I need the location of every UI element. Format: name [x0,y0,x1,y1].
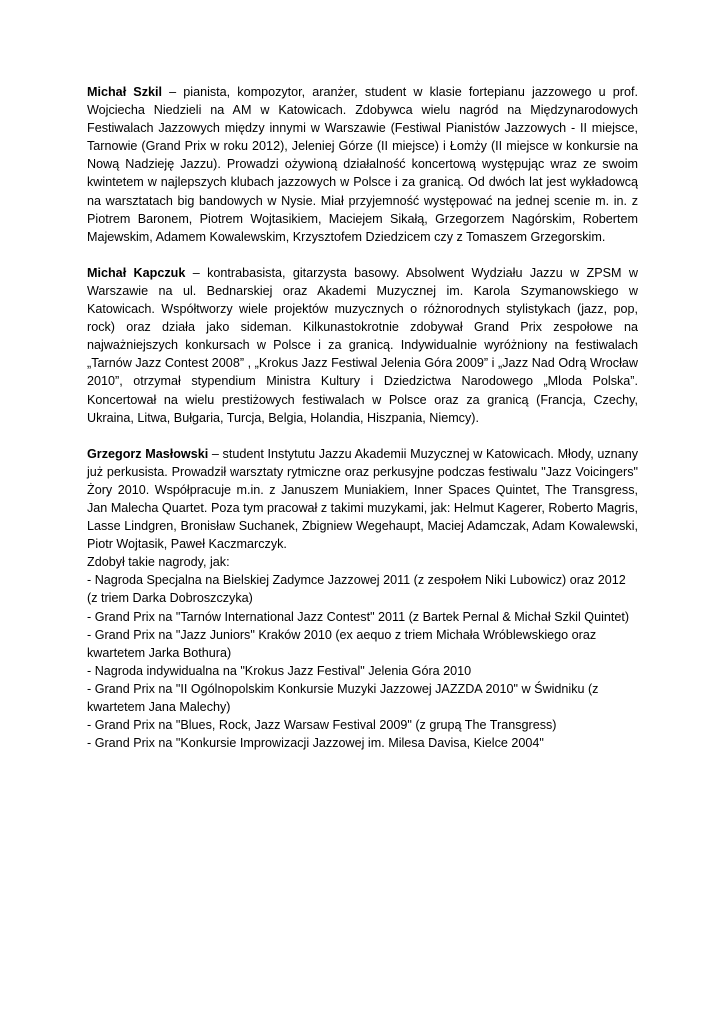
bio-text: – pianista, kompozytor, aranżer, student w klasie fortepianu jazzowego u prof. Wojciecha Niedzieli na AM w Katowicach. Zdobywca wielu nagród na Międzynarodowych Festiwalach Jazzowych między innymi w Warszawie (Festiwal Pianistów Jazzowych - II miejsce, Tarnowie (Grand Prix w roku 2012), Jeleniej Górze (II miejsce) i Łomży (II miejsce w konkursie na Nową Nadzieję Jazzu). Prowadzi ożywioną działalność koncertową występując wraz ze swoim kwintetem w najlepszych klubach jazzowych w Polsce i za granicą. Od dwóch lat jest wykładowcą na warsztatach big bandowych w Nysie. Miał przyjemność występować na jednej scenie m. in. z Piotrem Baronem, Piotrem Wojtasikiem, Maciejem Sikałą, Grzegorzem Nagórskim, Robertem Majewskim, Adamem Kowalewskim, Krzysztofem Dziedzicem czy z Tomaszem Grzegorskim. [87,85,638,244]
bio-michal-kapczuk [87,264,638,427]
award-item: - Grand Prix na "Konkursie Improwizacji Jazzowej im. Milesa Davisa, Kielce 2004" [87,736,544,751]
award-item: - Grand Prix na "Tarnów International Jazz Contest" 2011 (z Bartek Pernal & Michał Szkil Quintet) [87,609,630,624]
document-page [87,83,638,752]
award-item: - Nagroda Specjalna na Bielskiej Zadymce Jazzowej 2011 (z zespołem Niki Lubowicz) oraz 2012 (z triem Darka Dobroszczyka) [87,573,626,606]
bio-text: – student Instytutu Jazzu Akademii Muzycznej w Katowicach. Młody, uznany już perkusista. Prowadził warsztaty rytmiczne oraz perkusyjne podczas festiwalu "Jazz Voicingers" Żory 2010. Współpracuje m.in. z Januszem Muniakiem, Inner Spaces Quintet, The Transgress, Jan Malecha Quartet. Poza tym pracował z takimi muzykami, jak: Helmut Kagerer, Roberto Magris, Lasse Lindgren, Bronisław Suchanek, Zbigniew Wegehaupt, Maciej Adamczak, Adam Kowalewski, Piotr Wojtasik, Paweł Kaczmarczyk. [87,446,638,552]
bio-grzegorz-maslowski [87,445,638,554]
musician-name: Michał Kapczuk [87,265,186,280]
bio-michal-szkil [87,83,638,246]
bio-text: – kontrabasista, gitarzysta basowy. Absolwent Wydziału Jazzu w ZPSM w Warszawie na ul. Bednarskiej oraz Akademi Muzycznej im. Karola Szymanowskiego w Katowicach. Współtworzy wiele projektów muzycznych o różnorodnych stylistykach (jazz, pop, rock) oraz działa jako sideman. Kilkunastokrotnie zdobywał Grand Prix zespołowe na najważniejszych konkursach w Polsce i za granicą. Indywidualnie wyróżniony na festiwalach „Tarnów Jazz Contest 2008” , „Krokus Jazz Festiwal Jelenia Góra 2009” i „Jazz Nad Odrą Wrocław 2010”, otrzymał stypendium Ministra Kultury i Dziedzictwa Narodowego „Mloda Polska”. Koncertował na wielu prestiżowych festiwalach w Polsce oraz za granicą (Francja, Czechy, Ukraina, Litwa, Bułgaria, Turcja, Belgia, Holandia, Hiszpania, Niemcy). [87,265,638,425]
award-item: - Grand Prix na "Blues, Rock, Jazz Warsaw Festival 2009" (z grupą The Transgress) [87,718,557,733]
award-item: - Grand Prix na "II Ogólnopolskim Konkursie Muzyki Jazzowej JAZZDA 2010" w Świdniku (z kwartetem Jana Malechy) [87,681,599,714]
awards-list [87,571,638,752]
award-item: - Grand Prix na "Jazz Juniors" Kraków 2010 (ex aequo z triem Michała Wróblewskiego oraz kwartetem Jarka Bothura) [87,627,597,660]
award-item: - Nagroda indywidualna na "Krokus Jazz Festival" Jelenia Góra 2010 [87,663,472,678]
awards-intro: Zdobył takie nagrody, jak: [87,555,230,570]
musician-name: Michał Szkil [87,85,163,99]
musician-name: Grzegorz Masłowski [87,446,209,461]
